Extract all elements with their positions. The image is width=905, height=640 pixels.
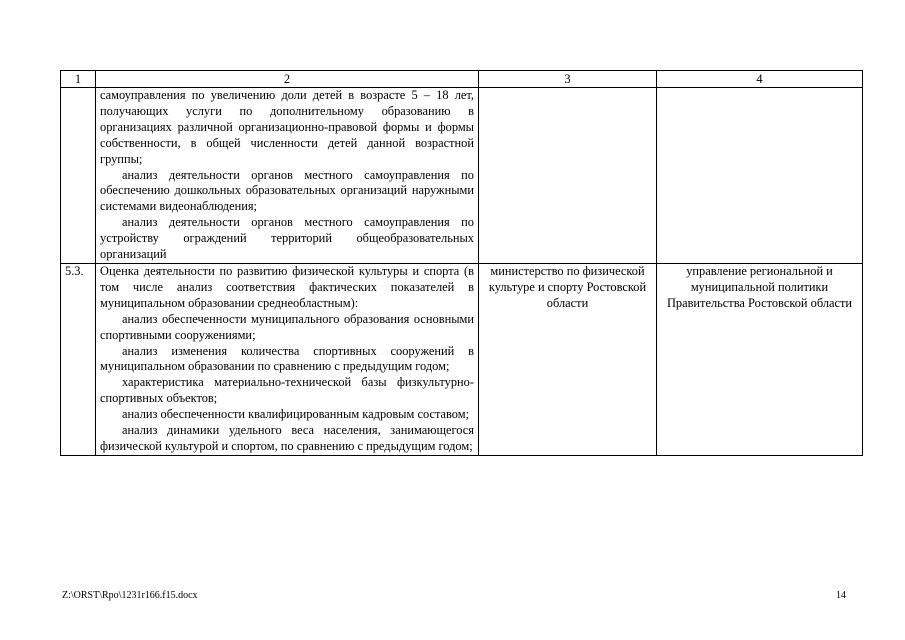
continuation-row <box>61 88 863 264</box>
header-cell-4: 4 <box>657 71 863 88</box>
header-cell-3: 3 <box>479 71 657 88</box>
row-5-3 <box>61 263 863 455</box>
document-table <box>60 70 863 456</box>
measure-paragraph: анализ обеспеченности квалифицированным кадровым составом; <box>122 407 470 422</box>
header-cell-1: 1 <box>61 71 96 88</box>
measure-paragraph: анализ обеспеченности муниципального образования основными спортивными сооружениями; <box>100 311 474 342</box>
measure-paragraph: анализ деятельности органов местного самоуправления по обеспечению дошкольных образовательных организаций наружными системами видеонаблюдения; <box>100 167 474 214</box>
row-number <box>61 88 96 264</box>
header-cell-2: 2 <box>96 71 479 88</box>
page-number: 14 <box>836 590 846 601</box>
co-executor: управление региональной и муниципальной политики Правительства Ростовской области <box>657 263 863 455</box>
responsible-executor <box>479 88 657 264</box>
co-executor <box>657 88 863 264</box>
measure-paragraph: анализ динамики удельного веса населения, занимающегося физической культурой и спортом, по сравнению с предыдущим годом; <box>100 423 474 453</box>
header-row <box>61 71 863 88</box>
measure-paragraph: характеристика материально-технической базы физкультурно-спортивных объектов; <box>100 375 474 406</box>
row-number: 5.3. <box>61 263 96 455</box>
measure-paragraph: Оценка деятельности по развитию физической культуры и спорта (в том числе анализ соответствия фактических показателей в муниципальном образовании среднеобластным): <box>100 263 474 310</box>
file-path: Z:\ORST\Rpo\1231r166.f15.docx <box>62 590 198 601</box>
measure-paragraph: анализ деятельности органов местного самоуправления по устройству ограждений территорий общеобразовательных организаций <box>100 215 474 262</box>
measure-description <box>96 263 479 455</box>
measure-paragraph: самоуправления по увеличению доли детей в возрасте 5 – 18 лет, получающих услуги по дополнительному образованию в организациях различной организационно-правовой формы и формы собственности, в общей численности детей данной возрастной группы; <box>100 88 474 166</box>
responsible-executor: министерство по физической культуре и спорту Ростовской области <box>479 263 657 455</box>
measure-paragraph: анализ изменения количества спортивных сооружений в муниципальном образовании по сравнению с предыдущим годом; <box>100 343 474 374</box>
measure-description <box>96 88 479 264</box>
